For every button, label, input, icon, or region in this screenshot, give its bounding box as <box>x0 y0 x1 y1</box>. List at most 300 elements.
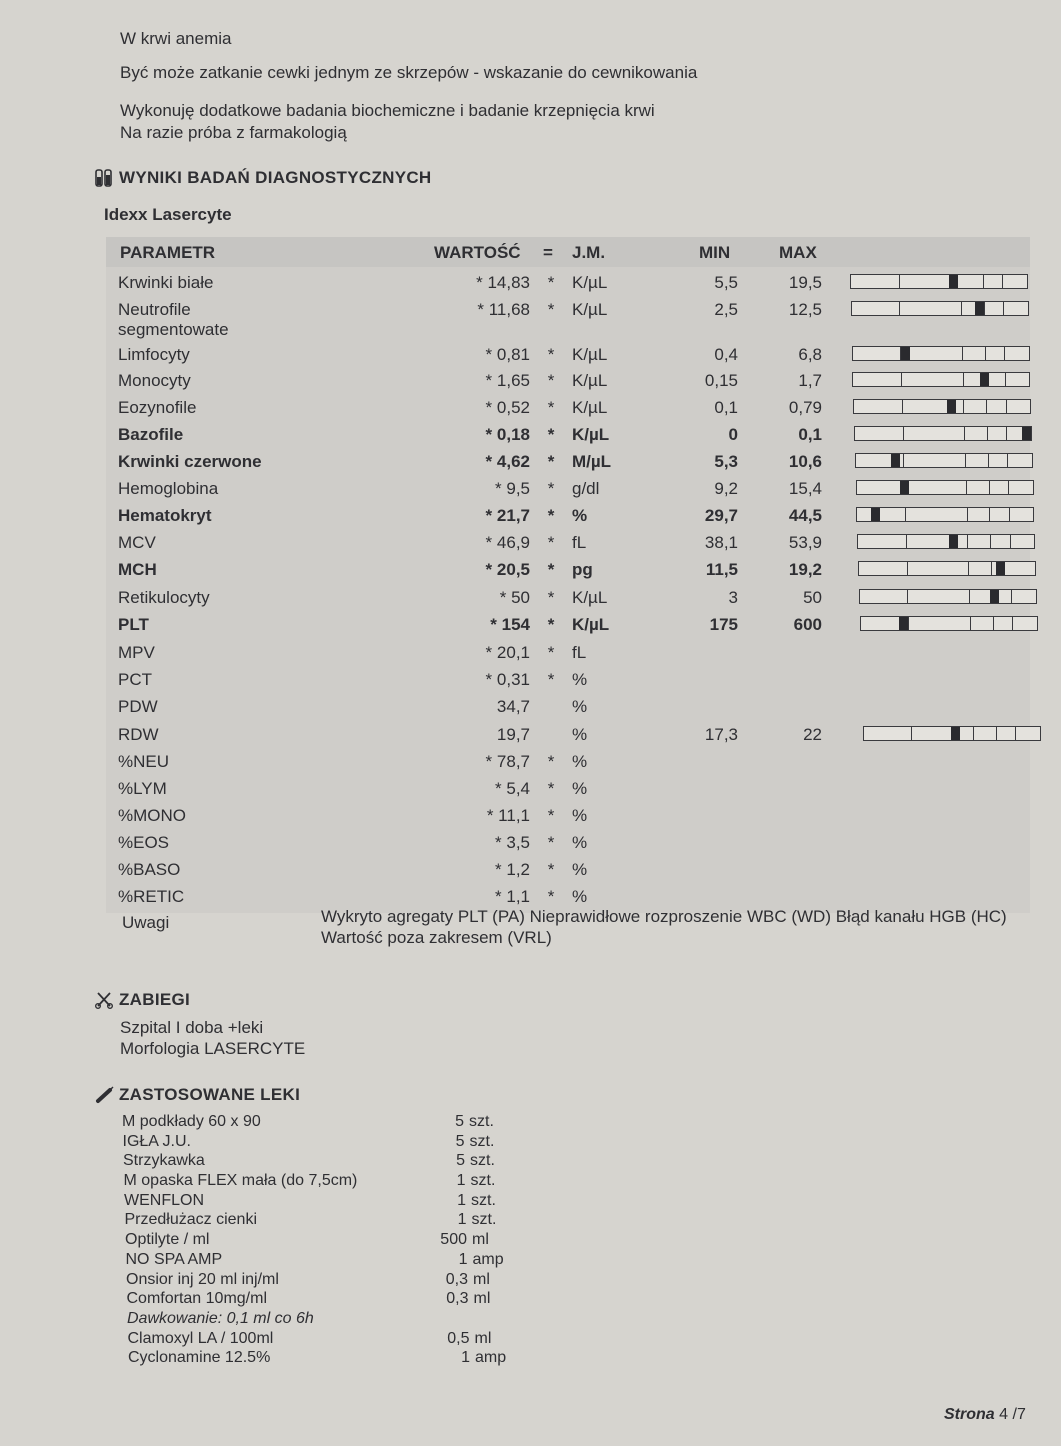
result-value <box>380 300 530 320</box>
result-value-number: 4,62 <box>496 452 530 471</box>
result-unit: % <box>572 860 588 879</box>
medication-qty: 0,3 <box>445 1270 468 1288</box>
range-gauge <box>851 301 1029 316</box>
medications-section-title <box>95 1085 300 1105</box>
medication-qty: 500 <box>440 1231 467 1249</box>
result-value-number: 1,65 <box>496 371 530 390</box>
result-value-flag: * <box>485 643 493 662</box>
range-gauge <box>856 507 1034 522</box>
gauge-tick <box>907 590 908 603</box>
result-name <box>118 345 190 365</box>
gauge-tick <box>901 373 902 386</box>
result-unit: M/µL <box>572 452 612 471</box>
note-line-2: Być może zatkanie cewki jednym ze skrzepów - wskazanie do cewnikowania <box>120 63 698 82</box>
medication-name: Dawkowanie: 0,1 ml co 6h <box>127 1309 314 1327</box>
range-gauge <box>856 480 1034 495</box>
gauge-tick <box>985 347 986 360</box>
result-value-number: 0,81 <box>496 345 530 364</box>
result-value <box>380 452 530 472</box>
medication-item <box>127 1310 527 1330</box>
gauge-tick <box>963 373 964 386</box>
gauge-tick <box>1008 481 1009 494</box>
medication-qty: 1 <box>457 1191 466 1209</box>
gauge-tick <box>989 508 990 521</box>
result-name <box>118 273 213 293</box>
result-min: 5,3 <box>714 452 738 471</box>
result-row <box>0 803 1061 830</box>
result-unit: fL <box>572 533 587 552</box>
medication-unit: szt. <box>471 1211 497 1229</box>
result-value-number: 11,1 <box>498 806 530 825</box>
gauge-tick <box>989 481 990 494</box>
result-flag: * <box>547 398 555 417</box>
result-name <box>118 533 156 553</box>
medication-name: Optilyte / ml <box>125 1231 210 1249</box>
result-unit: K/µL <box>572 345 608 364</box>
result-max: 19,5 <box>788 273 822 292</box>
result-name-line-1: Krwinki czerwone <box>118 452 262 471</box>
result-row <box>0 640 1061 667</box>
result-max: 53,9 <box>788 533 822 552</box>
result-max: 6,8 <box>798 345 822 364</box>
result-flag: * <box>547 425 555 444</box>
result-value-number: 5,4 <box>506 779 530 798</box>
medication-item <box>123 1152 523 1172</box>
gauge-tick <box>1011 590 1012 603</box>
remarks-label: Uwagi <box>122 913 170 932</box>
result-value-flag: * <box>485 506 493 525</box>
result-value-flag: * <box>495 779 502 798</box>
remarks-text: Wykryto agregaty PLT (PA) Nieprawidłowe rozproszenie WBC (WD) Błąd kanału HGB (HC) Wartość poza zakresem (VRL) <box>321 907 1007 947</box>
result-name-line-1: %RETIC <box>118 887 185 906</box>
gauge-tick <box>908 617 909 630</box>
gauge-tick <box>967 508 968 521</box>
results-section-title <box>95 168 432 188</box>
result-value-flag: * <box>485 752 493 771</box>
result-value <box>380 752 530 772</box>
result-name-line-1: %MONO <box>118 806 186 825</box>
note-line-1: W krwi anemia <box>120 29 232 48</box>
result-name-line-1: PLT <box>118 615 149 634</box>
medication-qty: 5 <box>455 1113 464 1130</box>
range-gauge <box>858 561 1036 576</box>
result-value-number: 34,7 <box>496 697 530 716</box>
result-value-flag: * <box>485 371 493 390</box>
result-name <box>118 615 149 635</box>
result-value-flag: * <box>495 479 502 498</box>
gauge-tick <box>1007 454 1008 467</box>
result-name-line-1: %LYM <box>118 779 167 798</box>
result-flag: * <box>547 833 555 852</box>
gauge-marker <box>949 535 958 548</box>
result-unit: % <box>572 833 588 852</box>
gauge-marker <box>901 347 910 360</box>
gauge-tick <box>1009 508 1010 521</box>
header-eq: = <box>543 243 553 262</box>
result-value <box>380 779 530 799</box>
result-row <box>0 422 1061 449</box>
page-footer <box>944 1406 1026 1424</box>
result-flag: * <box>547 345 555 364</box>
result-value-number: 50 <box>511 588 530 607</box>
medication-name: IGŁA J.U. <box>122 1132 191 1150</box>
result-value <box>380 371 530 391</box>
gauge-tick <box>965 454 966 467</box>
result-min: 11,5 <box>705 560 738 579</box>
medication-qty: 1 <box>461 1349 470 1367</box>
medication-item <box>125 1231 525 1251</box>
gauge-tick <box>902 400 903 413</box>
results-header-row <box>0 240 1061 267</box>
result-value <box>380 833 530 853</box>
result-name-line-1: %NEU <box>118 752 170 771</box>
gauge-marker <box>1022 427 1031 440</box>
result-row <box>0 530 1061 557</box>
result-row <box>0 776 1061 803</box>
result-value-flag: * <box>486 806 494 825</box>
gauge-tick <box>986 400 987 413</box>
result-value <box>380 506 530 526</box>
result-min: 0 <box>728 425 738 444</box>
result-name-line-1: Hematokryt <box>118 506 212 525</box>
result-row <box>0 857 1061 884</box>
gauge-tick <box>1015 727 1016 740</box>
result-value-number: 1,2 <box>506 860 530 879</box>
result-name-line-1: PCT <box>118 670 152 689</box>
result-name-line-1: Retikulocyty <box>118 588 210 607</box>
result-max: 600 <box>793 615 822 634</box>
result-flag: * <box>547 588 555 607</box>
medication-unit: szt. <box>471 1191 496 1209</box>
result-value <box>380 398 530 418</box>
result-name-line-1: MPV <box>118 643 155 662</box>
medication-name: M opaska FLEX mała (do 7,5cm) <box>123 1172 358 1190</box>
result-name <box>118 697 158 717</box>
result-value-number: 154 <box>501 615 530 634</box>
gauge-tick <box>1010 535 1011 548</box>
medication-item <box>124 1172 524 1192</box>
range-gauge <box>854 426 1032 441</box>
gauge-marker <box>871 508 880 521</box>
result-value <box>380 345 530 365</box>
result-name <box>118 833 169 853</box>
result-value-flag: * <box>495 860 502 879</box>
result-value-number: 21,7 <box>496 506 530 525</box>
result-unit: K/µL <box>572 371 608 390</box>
medication-unit: ml <box>473 1270 490 1288</box>
gauge-tick <box>1006 427 1007 440</box>
result-max: 22 <box>803 725 822 744</box>
gauge-tick <box>970 617 971 630</box>
result-max: 0,1 <box>798 425 822 444</box>
result-name-line-1: PDW <box>118 697 158 716</box>
result-unit: K/µL <box>572 425 610 444</box>
result-value-flag: * <box>499 588 507 607</box>
result-unit: % <box>572 806 588 825</box>
medications-list <box>122 1113 522 1369</box>
result-value-number: 0,31 <box>496 670 530 689</box>
result-name <box>118 806 186 826</box>
gauge-tick <box>996 727 997 740</box>
result-value-flag: * <box>485 560 493 579</box>
result-row <box>0 612 1061 639</box>
result-flag: * <box>547 533 555 552</box>
result-flag: * <box>547 506 555 525</box>
result-max: 19,2 <box>788 560 822 579</box>
gauge-marker <box>900 481 909 494</box>
result-value-flag: * <box>495 887 502 906</box>
result-unit: % <box>572 506 588 525</box>
result-unit: % <box>572 752 588 771</box>
result-min: 0,15 <box>704 371 738 390</box>
result-name <box>118 860 180 880</box>
medication-unit: amp <box>475 1349 507 1367</box>
gauge-marker <box>947 400 956 413</box>
result-name <box>118 506 212 526</box>
gauge-marker <box>996 562 1005 575</box>
medication-unit: szt. <box>469 1132 495 1150</box>
result-name-line-1: Bazofile <box>118 425 184 444</box>
result-value-flag: * <box>490 615 497 634</box>
range-gauge <box>860 616 1038 631</box>
result-value-number: 78,7 <box>496 752 530 771</box>
medication-qty: 1 <box>456 1172 466 1190</box>
result-min: 0,4 <box>714 345 738 364</box>
footer-label: Strona <box>944 1406 995 1423</box>
gauge-tick <box>991 562 992 575</box>
medication-item <box>126 1251 526 1271</box>
result-value <box>380 615 530 635</box>
medication-name: Przedłużacz cienki <box>124 1211 257 1229</box>
gauge-tick <box>987 427 988 440</box>
result-value-number: 20,5 <box>496 560 530 579</box>
range-gauge <box>853 399 1031 414</box>
result-unit: pg <box>572 560 593 579</box>
result-value-number: 14,83 <box>487 273 530 292</box>
footer-total: 7 <box>1016 1406 1026 1423</box>
result-flag: * <box>547 643 555 662</box>
result-name <box>118 398 196 418</box>
result-flag: * <box>547 479 555 498</box>
result-unit: K/µL <box>572 615 610 634</box>
result-value <box>380 425 530 445</box>
medication-item <box>128 1349 528 1369</box>
result-value <box>380 697 530 717</box>
result-flag: * <box>547 273 555 292</box>
range-gauge <box>859 589 1037 604</box>
result-min: 9,2 <box>714 479 738 498</box>
result-value-number: 11,68 <box>488 300 530 319</box>
result-flag: * <box>547 300 555 319</box>
gauge-tick <box>983 275 984 288</box>
result-flag: * <box>547 371 555 390</box>
result-value-flag: * <box>485 345 493 364</box>
result-row <box>0 667 1061 694</box>
result-max: 44,5 <box>788 506 822 525</box>
result-name <box>118 371 191 391</box>
syringe-icon <box>95 1086 115 1104</box>
result-name <box>118 560 157 580</box>
medication-name: Strzykawka <box>123 1152 205 1170</box>
gauge-tick <box>962 347 963 360</box>
gauge-marker <box>975 302 984 315</box>
result-name-line-1: RDW <box>118 725 159 744</box>
medication-unit: ml <box>474 1329 492 1347</box>
gauge-tick <box>969 590 970 603</box>
medication-name: M podkłady 60 x 90 <box>122 1113 261 1130</box>
medication-item <box>127 1290 527 1310</box>
medication-qty: 0,3 <box>446 1290 469 1308</box>
result-value-number: 19,7 <box>496 725 530 744</box>
result-max: 15,4 <box>788 479 822 498</box>
gauge-tick <box>963 400 964 413</box>
result-max: 10,6 <box>788 452 822 471</box>
result-name-line-1: Eozynofile <box>118 398 197 417</box>
gauge-tick <box>1003 302 1004 315</box>
result-value-flag: * <box>485 425 493 444</box>
result-unit: g/dl <box>572 479 600 498</box>
result-value-number: 0,18 <box>496 425 530 444</box>
result-name <box>118 779 167 799</box>
result-row <box>0 830 1061 857</box>
result-unit: % <box>572 725 588 744</box>
result-value-flag: * <box>485 398 493 417</box>
gauge-marker <box>980 373 989 386</box>
result-unit: K/µL <box>572 398 608 417</box>
result-value-flag: * <box>476 273 483 292</box>
result-name <box>118 588 210 608</box>
result-unit: % <box>572 670 588 689</box>
medication-unit: amp <box>472 1250 504 1268</box>
medication-item <box>128 1330 528 1350</box>
result-name <box>118 670 152 690</box>
gauge-tick <box>1012 617 1013 630</box>
gauge-tick <box>967 535 968 548</box>
result-max: 50 <box>803 588 822 607</box>
gauge-tick <box>899 275 900 288</box>
result-row <box>0 503 1061 530</box>
result-flag: * <box>547 806 555 825</box>
gauge-tick <box>1004 347 1005 360</box>
medication-unit: szt. <box>470 1152 495 1170</box>
footer-page: 4 <box>999 1406 1009 1423</box>
result-value <box>380 670 530 690</box>
medication-qty: 0,5 <box>447 1329 470 1347</box>
result-flag: * <box>547 752 555 771</box>
result-unit: % <box>572 887 588 906</box>
medications-title-text: ZASTOSOWANE LEKI <box>119 1085 301 1104</box>
result-name <box>118 752 169 772</box>
result-row <box>0 270 1061 297</box>
result-flag: * <box>547 887 555 906</box>
gauge-tick <box>961 302 962 315</box>
result-max: 1,7 <box>798 371 822 390</box>
medication-qty: 5 <box>455 1132 465 1150</box>
gauge-tick <box>1002 275 1003 288</box>
gauge-tick <box>990 535 991 548</box>
result-min: 0,1 <box>714 398 738 417</box>
result-max: 12,5 <box>788 300 822 319</box>
range-gauge <box>850 274 1028 289</box>
range-gauge <box>852 372 1030 387</box>
medication-name: Onsior inj 20 ml inj/ml <box>126 1270 279 1288</box>
header-value: WARTOŚĆ <box>434 243 521 262</box>
medication-item <box>125 1211 525 1231</box>
test-tubes-icon <box>95 169 115 187</box>
gauge-tick <box>966 481 967 494</box>
gauge-tick <box>906 535 907 548</box>
gauge-tick <box>911 727 912 740</box>
medication-name: WENFLON <box>124 1191 204 1209</box>
result-value <box>380 273 530 293</box>
gauge-tick <box>905 508 906 521</box>
result-row <box>0 368 1061 395</box>
result-name-line-1: Limfocyty <box>118 345 190 364</box>
result-flag: * <box>547 779 555 798</box>
range-gauge <box>857 534 1035 549</box>
result-name <box>118 643 155 663</box>
result-name-line-1: %EOS <box>118 833 170 852</box>
medication-qty: 1 <box>458 1250 468 1268</box>
medication-name: Cyclonamine 12.5% <box>128 1349 271 1367</box>
result-min: 3 <box>728 588 738 607</box>
header-max: MAX <box>779 243 817 262</box>
result-unit: fL <box>572 643 587 662</box>
gauge-tick <box>907 562 908 575</box>
result-value <box>380 643 530 663</box>
result-row <box>0 585 1061 612</box>
result-flag: * <box>547 615 555 634</box>
result-unit: K/µL <box>572 300 608 319</box>
result-value-flag: * <box>485 670 493 689</box>
result-min: 5,5 <box>714 273 738 292</box>
result-row <box>0 476 1061 503</box>
range-gauge <box>852 346 1030 361</box>
result-value-number: 1,1 <box>506 887 530 906</box>
gauge-marker <box>951 727 960 740</box>
range-gauge <box>855 453 1033 468</box>
result-row <box>0 449 1061 476</box>
result-row <box>0 557 1061 584</box>
scissors-icon <box>95 991 115 1009</box>
gauge-marker <box>949 275 958 288</box>
result-value-number: 3,5 <box>506 833 530 852</box>
result-min: 175 <box>709 615 738 634</box>
result-name <box>118 452 262 472</box>
result-row <box>0 395 1061 422</box>
gauge-marker <box>990 590 999 603</box>
gauge-tick <box>964 427 965 440</box>
result-flag: * <box>547 452 555 471</box>
header-min: MIN <box>699 243 731 262</box>
medication-unit: szt. <box>469 1113 494 1130</box>
gauge-tick <box>984 302 985 315</box>
result-name <box>118 425 183 445</box>
medication-qty: 1 <box>457 1211 467 1229</box>
result-name-line-1: Hemoglobina <box>118 479 219 498</box>
gauge-marker <box>891 454 900 467</box>
note-line-4: Na razie próba z farmakologią <box>120 123 347 142</box>
result-value <box>380 533 530 553</box>
result-value <box>380 588 530 608</box>
result-min: 29,7 <box>704 506 738 525</box>
result-value <box>380 560 530 580</box>
medication-qty: 5 <box>456 1152 465 1170</box>
result-row <box>0 297 1061 339</box>
result-name <box>118 300 229 340</box>
medication-name: NO SPA AMP <box>125 1250 223 1268</box>
result-min: 17,3 <box>704 725 738 744</box>
